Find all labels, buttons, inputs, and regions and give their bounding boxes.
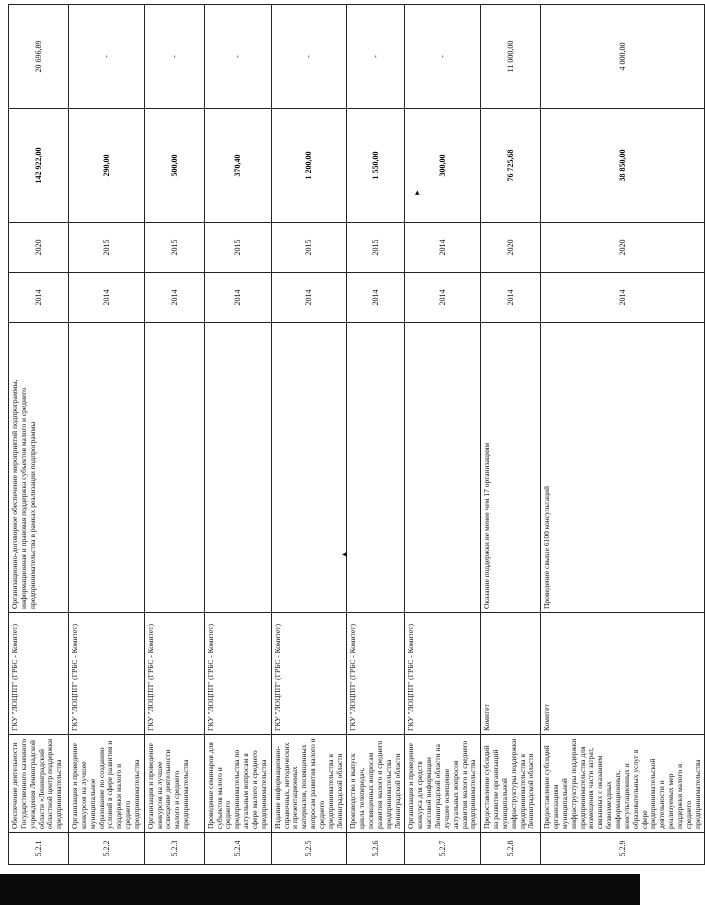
- row-number: 5.2.9: [541, 833, 705, 865]
- table-row: [204, 5, 271, 865]
- year-amount: 11 000,00: [481, 5, 541, 109]
- total-amount: 370,40: [204, 109, 271, 223]
- table-row: [347, 5, 405, 865]
- end-year: 2020: [481, 223, 541, 273]
- row-number: 5.2.8: [481, 833, 541, 865]
- result-text: Проведение свыше 6100 консультаций: [541, 323, 705, 613]
- table-row: [271, 5, 347, 865]
- total-amount: 500,00: [144, 109, 204, 223]
- executor-text: ГКУ "ЛОЦПП" (ГРБС - Комитет): [405, 613, 481, 735]
- total-amount: 300,00: [405, 109, 481, 223]
- executor-text: ГКУ "ЛОЦПП" (ГРБС - Комитет): [9, 613, 69, 735]
- table-row: [9, 5, 69, 865]
- end-year: 2015: [144, 223, 204, 273]
- start-year: 2014: [144, 273, 204, 323]
- year-amount: -: [347, 5, 405, 109]
- year-amount: 20 696,89: [9, 5, 69, 109]
- total-amount: 290,00: [69, 109, 145, 223]
- start-year: 2014: [541, 273, 705, 323]
- result-text: [69, 323, 145, 613]
- measure-text: Предоставление субсидий организациям муниципальной инфраструктуры поддержки предпринимательства для возмещения части затрат, связанных с оказанием безвозмездных информационных, консультационных и образовательных услуг в сфере предпринимательской деятельности и реализуемых мер поддержки малого и среднего предпринимательства: [541, 735, 705, 833]
- total-amount: 1 550,00: [347, 109, 405, 223]
- row-number: 5.2.2: [69, 833, 145, 865]
- row-number: 5.2.3: [144, 833, 204, 865]
- result-text: [347, 323, 405, 613]
- result-text: [271, 323, 347, 613]
- end-year: 2015: [271, 223, 347, 273]
- executor-text: ГКУ "ЛОЦПП" (ГРБС - Комитет): [204, 613, 271, 735]
- measure-text: Обеспечение деятельности Государственного казенного учреждения Ленинградской области «Ленинградский областной центр поддержки предпринимательства: [9, 735, 69, 833]
- table-row: [405, 5, 481, 865]
- start-year: 2014: [481, 273, 541, 323]
- measure-text: Предоставление субсидий на развитие организаций муниципальной инфраструктуры поддержки предпринимательства в Ленинградской области: [481, 735, 541, 833]
- result-text: Организационно-договорное обеспечение мероприятий подпрограммы, информационная и правовая поддержка субъектов малого и среднего предпринимательства в рамках реализации подпрограммы: [9, 323, 69, 613]
- start-year: 2014: [405, 273, 481, 323]
- table-row: [69, 5, 145, 865]
- year-amount: 4 000,00: [541, 5, 705, 109]
- total-amount: 38 850,00: [541, 109, 705, 223]
- measure-text: Проведение семинаров для субъектов малого и среднего предпринимательства по актуальным вопросам в сфере малого и среднего предпринимательства: [204, 735, 271, 833]
- table-row: [481, 5, 541, 865]
- total-amount: 142 922,00: [9, 109, 69, 223]
- start-year: 2014: [271, 273, 347, 323]
- row-number: 5.2.7: [405, 833, 481, 865]
- start-year: 2014: [69, 273, 145, 323]
- total-amount: 76 725,68: [481, 109, 541, 223]
- row-number: 5.2.4: [204, 833, 271, 865]
- result-text: Оказание поддержки не менее чем 17 организациям: [481, 323, 541, 613]
- result-text: [204, 323, 271, 613]
- scan-arrow-mark-2: ▴: [415, 187, 420, 197]
- measure-text: Издание информационно-справочных, методических и презентационных материалов, посвященных вопросам развития малого и среднего предпринимательства в Ленинградской области: [271, 735, 347, 833]
- end-year: 2015: [69, 223, 145, 273]
- executor-text: ГКУ "ЛОЦПП" (ГРБС - Комитет): [271, 613, 347, 735]
- executor-text: Комитет: [541, 613, 705, 735]
- end-year: 2015: [204, 223, 271, 273]
- row-number: 5.2.1: [9, 833, 69, 865]
- end-year: 2020: [541, 223, 705, 273]
- measure-text: Организация и проведение конкурсов на лучшее муниципальное образование по созданию условий в сфере развития и поддержки малого и среднего предпринимательства: [69, 735, 145, 833]
- start-year: 2014: [9, 273, 69, 323]
- end-year: 2015: [347, 223, 405, 273]
- scanner-edge-band: [0, 874, 640, 905]
- table-row: [144, 5, 204, 865]
- executor-text: ГКУ "ЛОЦПП" (ГРБС - Комитет): [144, 613, 204, 735]
- table-row: [541, 5, 705, 865]
- year-amount: -: [69, 5, 145, 109]
- total-amount: 1 200,00: [271, 109, 347, 223]
- year-amount: -: [204, 5, 271, 109]
- end-year: 2020: [9, 223, 69, 273]
- result-text: [144, 323, 204, 613]
- executor-text: ГКУ "ЛОЦПП" (ГРБС - Комитет): [347, 613, 405, 735]
- measure-text: Производство и выпуск цикла телепередач, посвященных вопросам развития малого и среднего предпринимательства Ленинградской области: [347, 735, 405, 833]
- executor-text: Комитет: [481, 613, 541, 735]
- year-amount: -: [144, 5, 204, 109]
- executor-text: ГКУ "ЛОЦПП" (ГРБС - Комитет): [69, 613, 145, 735]
- measure-text: Организация и проведение конкурсов на лучшее освещение деятельности малого и среднего предпринимательства: [144, 735, 204, 833]
- start-year: 2014: [204, 273, 271, 323]
- end-year: 2014: [405, 223, 481, 273]
- program-measures-table: [8, 4, 705, 865]
- start-year: 2014: [347, 273, 405, 323]
- row-number: 5.2.6: [347, 833, 405, 865]
- rotated-table-wrapper: [8, 5, 702, 865]
- year-amount: -: [271, 5, 347, 109]
- scan-arrow-mark: ◂: [342, 549, 348, 560]
- result-text: [405, 323, 481, 613]
- measure-text: Организация и проведение конкурса для средств массовой информации Ленинградской области на лучшее освещение актуальных вопросов развития малого и среднего предпринимательства: [405, 735, 481, 833]
- row-number: 5.2.5: [271, 833, 347, 865]
- year-amount: -: [405, 5, 481, 109]
